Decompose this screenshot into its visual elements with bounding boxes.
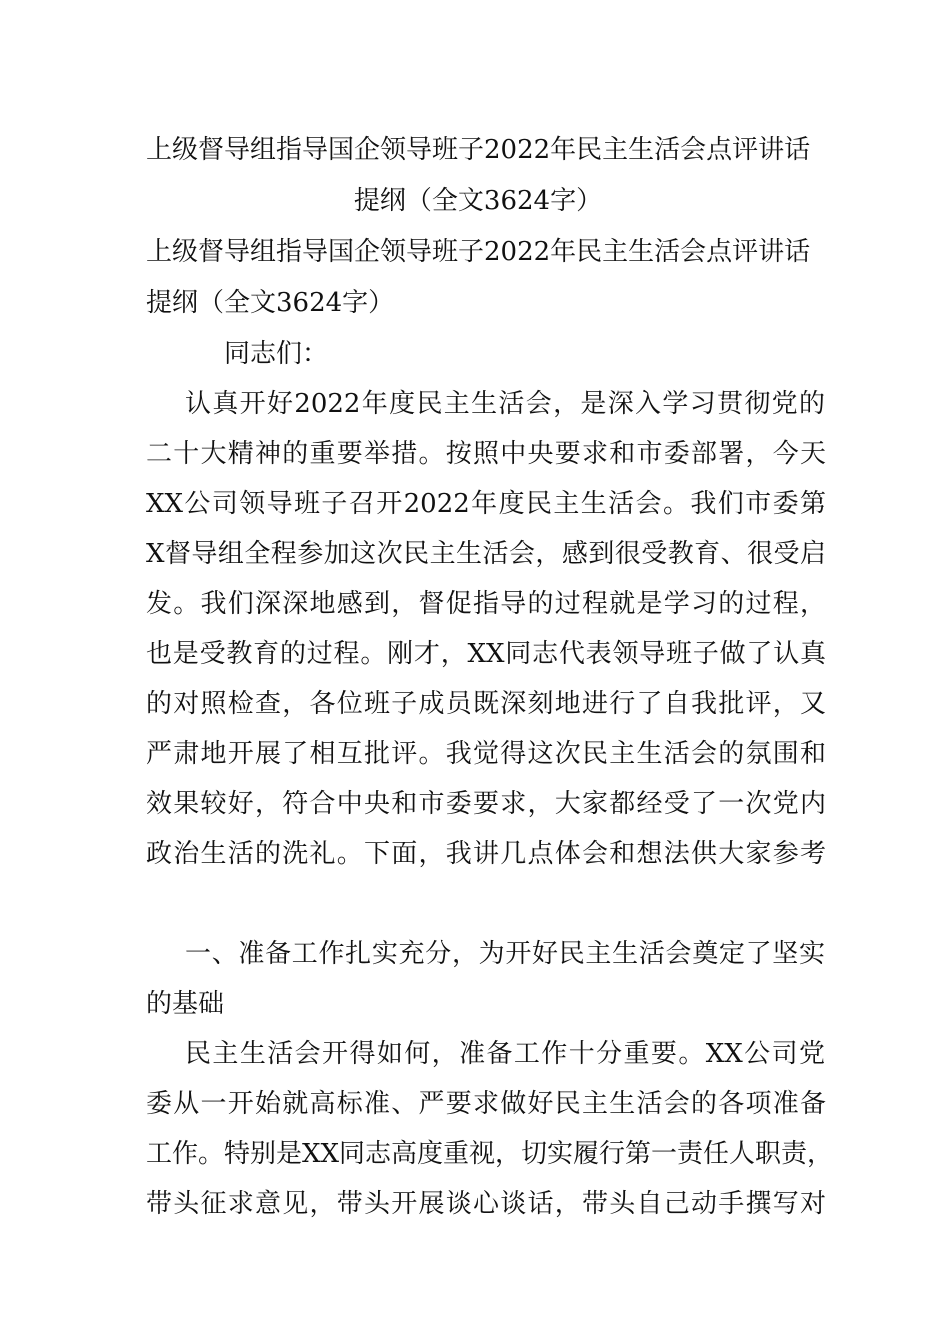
paragraph-1-line-6: 也是受教育的过程。刚才，XX同志代表领导班子做了认真 [146, 639, 826, 669]
document-title-line-1: 上级督导组指导国企领导班子2022年民主生活会点评讲话 [146, 135, 811, 165]
paragraph-1-line-7: 的对照检查，各位班子成员既深刻地进行了自我批评，又 [146, 689, 826, 719]
paragraph-2-line-3: 工作。特别是XX同志高度重视，切实履行第一责任人职责， [146, 1139, 834, 1169]
paragraph-2-line-2: 委从一开始就高标准、严要求做好民主生活会的各项准备 [146, 1089, 826, 1119]
document-title-line-2: 提纲（全文3624字） [353, 186, 603, 216]
paragraph-1-line-1: 认真开好2022年度民主生活会，是深入学习贯彻党的 [185, 389, 825, 419]
paragraph-1-line-2: 二十大精神的重要举措。按照中央要求和市委部署，今天 [146, 439, 826, 469]
document-subtitle-line-2: 提纲（全文3624字） [146, 288, 395, 318]
paragraph-1-line-10: 政治生活的洗礼。下面，我讲几点体会和想法供大家参考 [146, 839, 826, 869]
paragraph-1-line-4: X督导组全程参加这次民主生活会，感到很受教育、很受启 [146, 539, 826, 569]
heading-1-line-1: 一、准备工作扎实充分，为开好民主生活会奠定了坚实 [185, 939, 825, 969]
document-subtitle-line-1: 上级督导组指导国企领导班子2022年民主生活会点评讲话 [146, 237, 811, 267]
paragraph-1-line-5: 发。我们深深地感到，督促指导的过程就是学习的过程， [146, 589, 826, 619]
salutation: 同志们： [224, 339, 329, 369]
paragraph-1-line-9: 效果较好，符合中央和市委要求，大家都经受了一次党内 [146, 789, 826, 819]
paragraph-1-line-8: 严肃地开展了相互批评。我觉得这次民主生活会的氛围和 [146, 739, 826, 769]
paragraph-2-line-1: 民主生活会开得如何，准备工作十分重要。XX公司党 [185, 1039, 825, 1069]
paragraph-1-line-3: XX公司领导班子召开2022年度民主生活会。我们市委第 [146, 489, 826, 519]
paragraph-2-line-4: 带头征求意见，带头开展谈心谈话，带头自己动手撰写对 [146, 1189, 826, 1219]
heading-1-line-2: 的基础 [146, 989, 225, 1019]
